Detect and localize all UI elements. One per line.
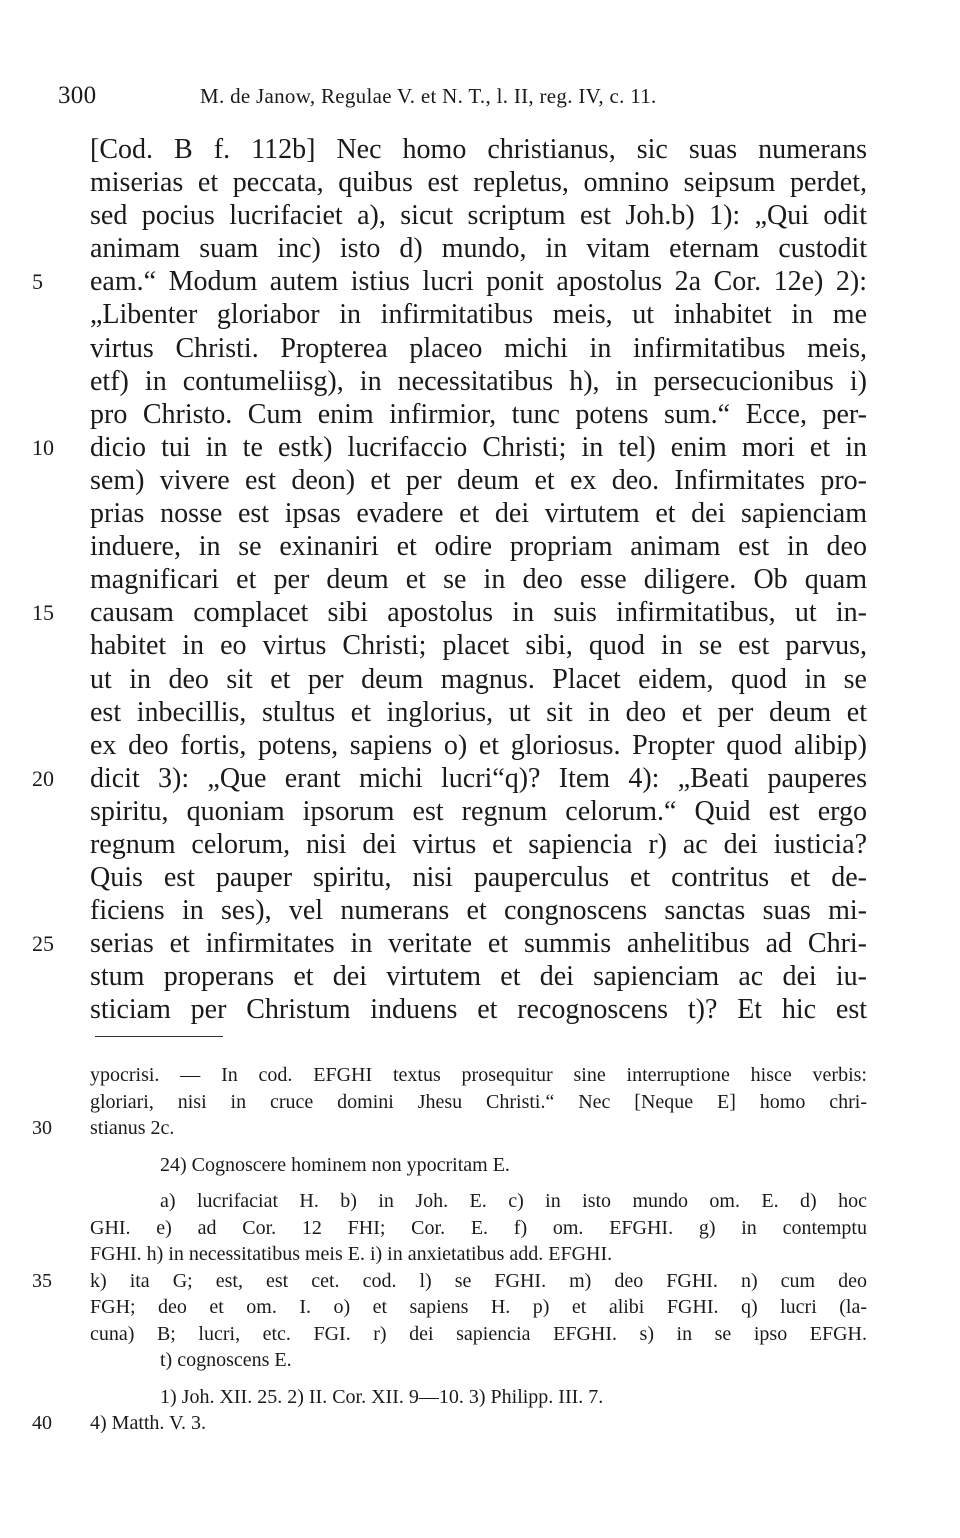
- text-line: [90, 729, 867, 762]
- line-text: serias et infirmitates in veritate et summis anhelitibus ad Chri-: [90, 928, 867, 960]
- line-text: sticiam per Christum induens et recognoscens t)? Et hic est: [90, 994, 867, 1026]
- text-line: [32, 431, 867, 464]
- line-number: 20: [32, 765, 54, 791]
- footnote-gap: [90, 1142, 867, 1152]
- text-line: [90, 894, 867, 927]
- text-line: [90, 166, 867, 199]
- footnote-text: 1) Joh. XII. 25. 2) II. Cor. XII. 9—10. 3) Philipp. III. 7.: [160, 1385, 604, 1408]
- footnote-line: [90, 1089, 867, 1116]
- line-text: induere, in se exinaniri et odire propriam animam est in deo: [90, 531, 867, 563]
- text-line: [90, 629, 867, 662]
- text-line: [90, 365, 867, 398]
- line-text: dicio tui in te estk) lucrifaccio Christi; in tel) enim mori et in: [90, 431, 867, 463]
- text-line: [32, 927, 867, 960]
- line-text: Quis est pauper spiritu, nisi pauperculus et contritus et de-: [90, 862, 867, 894]
- footnote-gap: [90, 1178, 867, 1188]
- footnote-text: k) ita G; est, est cet. cod. l) se FGHI. m) deo FGHI. n) cum deo: [90, 1269, 867, 1292]
- text-line: [32, 762, 867, 795]
- text-line: [90, 530, 867, 563]
- line-text: eam.“ Modum autem istius lucri ponit apostolus 2a Cor. 12e) 2):: [90, 266, 867, 298]
- footnote-line: [90, 1384, 867, 1411]
- line-number: 10: [32, 434, 54, 460]
- footnote-line: [90, 1152, 867, 1179]
- page-header: [58, 82, 858, 114]
- footnote-line: [90, 1062, 867, 1089]
- line-text: ex deo fortis, potens, sapiens o) et gloriosus. Propter quod alibip): [90, 729, 867, 761]
- line-text: ut in deo sit et per deum magnus. Placet eidem, quod in se: [90, 663, 867, 695]
- line-text: ficiens in ses), vel numerans et congnoscens sanctas suas mi-: [90, 895, 867, 927]
- footnote-text: 4) Matth. V. 3.: [90, 1412, 206, 1434]
- line-text: habitet in eo virtus Christi; placet sibi, quod in se est parvus,: [90, 630, 867, 662]
- footnote-line: [90, 1215, 867, 1242]
- text-line: [90, 332, 867, 365]
- footnote-line: [32, 1115, 867, 1142]
- page-number: 300: [58, 82, 97, 109]
- line-text: prias nosse est ipsas evadere et dei virtutem et dei sapienciam: [90, 498, 867, 530]
- footnote-text: a) lucrifaciat H. b) in Joh. E. c) in isto mundo om. E. d) hoc: [160, 1190, 867, 1212]
- text-line: [90, 795, 867, 828]
- text-line: [90, 663, 867, 696]
- footnotes: [32, 1062, 867, 1437]
- line-text: magnificari et per deum et se in deo esse diligere. Ob quam: [90, 564, 867, 596]
- text-line: [90, 563, 867, 596]
- line-text: dicit 3): „Que erant michi lucri“q)? Item 4): „Beati pauperes: [90, 762, 867, 794]
- line-number: 40: [32, 1412, 52, 1434]
- line-number: 30: [32, 1117, 52, 1139]
- line-text: etf) in contumeliisg), in necessitatibus h), in persecucionibus i): [90, 365, 867, 397]
- line-text: stum properans et dei virtutem et dei sapienciam ac dei iu-: [90, 961, 867, 993]
- line-text: sem) vivere est deon) et per deum et ex deo. Infirmitates pro-: [90, 464, 867, 496]
- footnote-text: FGHI. h) in necessitatibus meis E. i) in anxietatibus add. EFGHI.: [90, 1243, 613, 1265]
- text-line: [90, 199, 867, 232]
- main-text: [32, 133, 867, 1027]
- line-text: pro Christo. Cum enim infirmior, tunc potens sum.“ Ecce, per-: [90, 398, 867, 430]
- text-line: [90, 497, 867, 530]
- line-text: regnum celorum, nisi dei virtus et sapiencia r) ac dei iusticia?: [90, 828, 867, 860]
- line-number: 25: [32, 931, 54, 957]
- footnote-line: [90, 1321, 867, 1348]
- line-text: sed pocius lucrifaciet a), sicut scriptum est Joh.b) 1): „Qui odit: [90, 200, 867, 232]
- footnote-gap: [90, 1374, 867, 1384]
- footnote-line: [32, 1410, 867, 1437]
- text-line: [90, 464, 867, 497]
- line-text: [Cod. B f. 112b] Nec homo christianus, sic suas numerans: [90, 134, 867, 165]
- text-line: [90, 232, 867, 265]
- text-line: [90, 298, 867, 331]
- line-text: est inbecillis, stultus et inglorius, ut sit in deo et per deum et: [90, 696, 867, 728]
- line-text: spiritu, quoniam ipsorum est regnum celorum.“ Quid est ergo: [90, 795, 867, 827]
- text-line: [90, 861, 867, 894]
- text-line: [90, 960, 867, 993]
- footnote-line: [90, 1347, 867, 1374]
- footnote-text: gloriari, nisi in cruce domini Jhesu Christi.“ Nec [Neque E] homo chri-: [90, 1090, 867, 1113]
- footnote-text: 24) Cognoscere hominem non ypocritam E.: [160, 1153, 510, 1176]
- footnote-line: [90, 1188, 867, 1215]
- line-number: 15: [32, 600, 54, 626]
- text-line: [32, 265, 867, 298]
- line-text: „Libenter gloriabor in infirmitatibus meis, ut inhabitet in me: [90, 299, 867, 331]
- footnote-line: [32, 1268, 867, 1295]
- line-number: 35: [32, 1269, 52, 1292]
- line-text: miserias et peccata, quibus est repletus, omnino seipsum perdet,: [90, 167, 867, 199]
- text-line: [90, 696, 867, 729]
- footnote-text: cuna) B; lucri, etc. FGI. r) dei sapiencia EFGHI. s) in se ipso EFGH.: [90, 1322, 867, 1345]
- line-text: causam complacet sibi apostolus in suis infirmitatibus, ut in-: [90, 597, 867, 629]
- text-line: [90, 993, 867, 1026]
- line-text: virtus Christi. Propterea placeo michi in infirmitatibus meis,: [90, 332, 867, 364]
- footnote-text: GHI. e) ad Cor. 12 FHI; Cor. E. f) om. EFGHI. g) in contemptu: [90, 1216, 867, 1239]
- footnote-text: ypocrisi. — In cod. EFGHI textus prosequitur sine interruptione hisce verbis:: [90, 1064, 867, 1086]
- text-line: [90, 828, 867, 861]
- footnote-line: [90, 1294, 867, 1321]
- footnote-text: FGH; deo et om. I. o) et sapiens H. p) et alibi FGHI. q) lucri (la-: [90, 1296, 867, 1318]
- running-title: M. de Janow, Regulae V. et N. T., l. II, reg. IV, c. 11.: [200, 84, 657, 108]
- text-line: [32, 596, 867, 629]
- line-text: animam suam inc) isto d) mundo, in vitam eternam custodit: [90, 233, 867, 265]
- footnote-divider: [95, 1036, 223, 1037]
- footnote-text: t) cognoscens E.: [160, 1349, 292, 1371]
- line-number: 5: [32, 269, 43, 295]
- footnote-text: stianus 2c.: [90, 1117, 175, 1139]
- text-line: [90, 398, 867, 431]
- footnote-line: [90, 1241, 867, 1268]
- text-line: [90, 133, 867, 166]
